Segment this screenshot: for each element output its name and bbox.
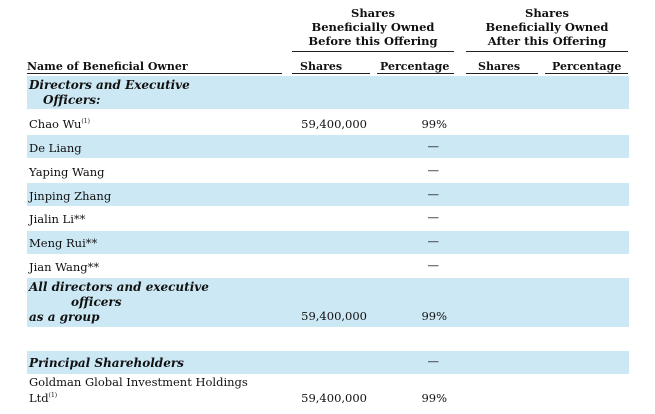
group-total-percentage: 99% <box>421 309 447 323</box>
band-jinping <box>27 183 629 206</box>
row-name: Goldman Global Investment Holdings Ltd$^{(1)}$ <box>29 375 248 405</box>
col-underline-pct-after <box>545 73 628 74</box>
col-underline-shares-after <box>466 73 538 74</box>
row-percentage: — <box>427 163 439 177</box>
row-shares: 59,400,000 <box>301 117 367 131</box>
col-header-pct-before: Percentage <box>380 60 450 73</box>
row-name: Yaping Wang <box>29 165 105 179</box>
row-percentage: — <box>427 258 439 272</box>
row-name: Jinping Zhang <box>29 189 112 203</box>
group-total-label: All directors and executive officers as a group <box>29 280 209 324</box>
col-header-owner: Name of Beneficial Owner <box>27 60 188 73</box>
row-percentage: — <box>427 187 439 201</box>
band-meng <box>27 231 629 254</box>
header-after-offering: Shares Beneficially Owned After this Offering <box>485 6 609 48</box>
header-before-underline <box>292 51 454 52</box>
header-before-offering: Shares Beneficially Owned Before this Offering <box>308 6 438 48</box>
row-percentage: 99% <box>421 117 447 131</box>
row-name: Jian Wang** <box>29 260 100 274</box>
principal-dash: — <box>427 354 439 368</box>
row-percentage: — <box>427 210 439 224</box>
row-name: Jialin Li** <box>29 212 86 226</box>
col-header-shares-after: Shares <box>478 60 521 73</box>
row-name: Chao Wu$^{(1)}$ <box>29 117 90 131</box>
section-principal: Principal Shareholders <box>29 356 184 370</box>
row-percentage: — <box>427 139 439 153</box>
row-name: De Liang <box>29 141 82 155</box>
col-underline-shares-before <box>292 73 370 74</box>
col-header-shares-before: Shares <box>300 60 343 73</box>
col-underline-owner <box>27 73 282 74</box>
col-underline-pct-before <box>377 73 454 74</box>
row-name: Meng Rui** <box>29 236 98 250</box>
header-after-underline <box>466 51 628 52</box>
group-total-shares: 59,400,000 <box>301 309 367 323</box>
band-de-liang <box>27 135 629 158</box>
section-directors: Directors and Executive Officers: <box>29 78 190 107</box>
row-percentage: — <box>427 234 439 248</box>
row-shares: 59,400,000 <box>301 391 367 405</box>
row-percentage: 99% <box>421 391 447 405</box>
col-header-pct-after: Percentage <box>552 60 622 73</box>
